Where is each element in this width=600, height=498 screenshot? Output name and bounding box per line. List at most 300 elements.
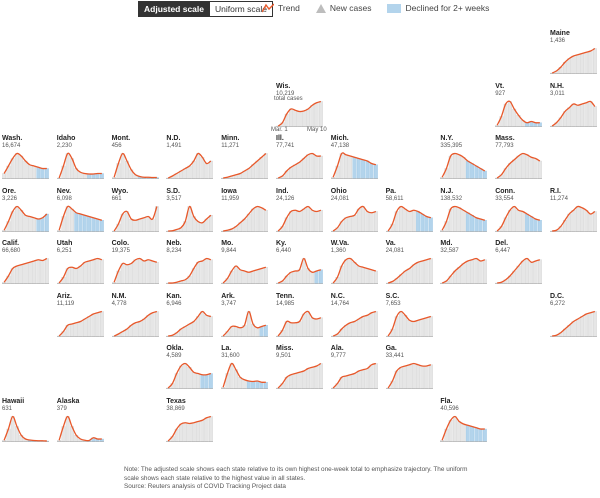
bar-la-7	[251, 382, 254, 389]
state-count-idaho: 2,230	[56, 143, 72, 149]
bar-calif-10	[45, 259, 48, 284]
state-count-nh: 3,011	[550, 90, 565, 97]
bar-neb-7	[197, 262, 200, 283]
state-tile-ind[interactable]	[276, 188, 323, 232]
state-count-alaska: 379	[56, 405, 67, 412]
state-tile-pa[interactable]	[386, 188, 433, 232]
bar-wis-7	[306, 109, 309, 127]
state-count-ark: 3,747	[221, 300, 237, 307]
state-tile-utah[interactable]	[57, 240, 104, 284]
bar-wash-8	[37, 167, 40, 178]
bar-pa-6	[412, 210, 415, 231]
bar-texas-8	[201, 420, 204, 441]
bar-texas-7	[197, 421, 200, 441]
bar-wyo-5	[133, 220, 136, 231]
state-count-va: 24,081	[385, 248, 404, 254]
bar-ore-3	[15, 206, 18, 231]
bar-nev-7	[87, 216, 90, 231]
bar-wash-7	[32, 166, 35, 179]
state-count-ri: 11,274	[550, 195, 568, 202]
state-name-ala: Ala.	[330, 345, 344, 352]
bar-ind-7	[306, 206, 309, 231]
state-tile-ny[interactable]	[440, 135, 487, 179]
state-count-wash: 16,674	[2, 143, 21, 149]
bar-fla-9	[479, 429, 482, 442]
bar-md-7	[471, 260, 474, 284]
bar-nev-2	[66, 206, 69, 231]
bar-utah-8	[91, 260, 94, 284]
bar-colo-4	[129, 264, 132, 284]
bar-va-10	[429, 259, 432, 284]
state-count-ind: 24,126	[276, 195, 295, 202]
bar-md-6	[466, 261, 469, 284]
bar-del-5	[517, 266, 520, 284]
bar-ohio-4	[348, 216, 351, 231]
bar-miss-7	[306, 369, 309, 389]
bar-ore-7	[32, 217, 35, 231]
state-tile-ri[interactable]	[550, 188, 597, 232]
state-name-okla: Okla.	[166, 345, 184, 352]
bar-la-6	[247, 381, 250, 389]
bar-wyo-8	[146, 216, 149, 231]
state-name-nj: N.J.	[440, 187, 454, 195]
state-tile-miss[interactable]	[276, 345, 323, 389]
bar-ohio-10	[374, 211, 377, 231]
state-tile-md[interactable]	[440, 240, 487, 284]
state-tile-vt[interactable]	[495, 83, 542, 127]
bar-ga-6	[412, 364, 415, 389]
bar-ill-5	[298, 162, 301, 178]
state-name-fla: Fla.	[440, 397, 453, 405]
bar-wis-3	[289, 109, 292, 127]
state-count-ky: 6,440	[276, 248, 292, 254]
state-tile-dc[interactable]	[550, 293, 597, 337]
bar-ore-10	[45, 214, 48, 232]
bar-nh-9	[589, 101, 592, 126]
bar-conn-9	[534, 219, 537, 232]
bar-okla-10	[210, 374, 213, 389]
bar-ore-6	[28, 216, 31, 231]
bar-calif-4	[19, 265, 22, 284]
state-count-del: 6,447	[495, 248, 511, 254]
bar-minn-10	[264, 154, 267, 179]
note-text: Note: The adjusted scale shows each state relative to its own highest one-week total to emphasize trajectory. The uniform scale shows each state relative to the highest value in all states.	[124, 466, 468, 482]
bar-pa-8	[420, 214, 423, 232]
bar-tenn-7	[306, 311, 309, 336]
bar-ariz-7	[87, 316, 90, 336]
bar-sc-7	[416, 320, 419, 336]
bar-nd-4	[184, 169, 187, 179]
bar-del-8	[530, 262, 533, 283]
bar-minn-8	[256, 161, 259, 179]
state-name-mo: Mo.	[221, 240, 234, 247]
state-tile-ga[interactable]	[386, 345, 433, 389]
bar-calif-5	[24, 264, 27, 284]
bar-ny-3	[454, 154, 457, 179]
bar-ohio-8	[365, 211, 368, 231]
bar-del-6	[521, 261, 524, 284]
bar-ga-4	[403, 366, 406, 389]
bar-calif-7	[32, 261, 35, 284]
bar-mich-4	[348, 156, 351, 179]
bar-minn-7	[251, 165, 254, 179]
state-name-mass: Mass.	[495, 135, 515, 142]
bar-vt-3	[508, 101, 511, 126]
bar-neb-9	[205, 259, 208, 284]
state-count-vt: 927	[495, 90, 506, 97]
bar-nj-7	[471, 215, 474, 231]
state-tile-nd[interactable]	[166, 135, 213, 179]
bar-mass-4	[513, 160, 516, 179]
state-tile-minn[interactable]	[221, 135, 268, 179]
bar-idaho-10	[100, 174, 103, 179]
bar-ind-9	[315, 211, 318, 231]
bar-mass-10	[538, 161, 541, 179]
state-tile-nev[interactable]	[57, 188, 104, 232]
state-tile-okla[interactable]	[166, 345, 213, 389]
state-count-utah: 6,251	[56, 248, 72, 254]
bar-ind-5	[298, 211, 301, 231]
bar-nev-8	[91, 217, 94, 231]
legend-new-cases-label: New cases	[329, 3, 372, 13]
bar-nm-8	[146, 315, 149, 336]
bar-ky-4	[293, 271, 296, 284]
bar-kan-9	[205, 315, 208, 336]
state-tile-nj[interactable]	[440, 188, 487, 232]
bar-texas-6	[192, 422, 195, 441]
bar-pa-3	[399, 206, 402, 231]
bar-ariz-8	[91, 314, 94, 337]
bar-colo-8	[146, 260, 149, 284]
bar-la-2	[230, 364, 233, 389]
state-tile-mont[interactable]	[112, 135, 159, 179]
bar-ark-4	[239, 327, 242, 336]
state-count-kan: 6,946	[166, 300, 182, 307]
legend-declined	[387, 3, 489, 13]
bar-kan-8	[201, 311, 204, 336]
bar-fla-6	[466, 425, 469, 441]
state-name-wis: Wis.	[276, 82, 291, 90]
bar-ri-8	[585, 210, 588, 231]
state-name-wyo: Wyo.	[111, 187, 129, 195]
bar-conn-3	[508, 210, 511, 231]
bar-maine-10	[593, 49, 596, 74]
bar-maine-6	[576, 55, 579, 74]
state-count-nj: 138,532	[440, 195, 463, 202]
scale-toggle	[138, 1, 273, 17]
bar-nj-4	[458, 207, 461, 231]
bar-wis-5	[298, 111, 301, 126]
bar-md-5	[462, 264, 465, 284]
bar-ill-6	[302, 159, 305, 179]
bar-ind-4	[293, 210, 296, 231]
bar-nm-9	[150, 312, 153, 336]
bar-colo-7	[142, 261, 145, 284]
bar-wash-4	[19, 156, 22, 179]
state-count-okla: 4,589	[166, 353, 182, 359]
bar-wash-5	[24, 161, 27, 179]
bar-sc-4	[403, 315, 406, 336]
x-axis-start-label: Mar. 1	[271, 127, 288, 133]
state-tile-ore[interactable]	[2, 188, 49, 232]
bar-ohio-9	[370, 212, 373, 231]
state-name-nev: Nev.	[56, 187, 72, 195]
state-tile-nm[interactable]	[112, 293, 159, 337]
declined-swatch-icon	[387, 4, 401, 13]
bar-nj-9	[479, 219, 482, 232]
state-name-ill: Ill.	[276, 135, 284, 142]
bar-tenn-10	[319, 317, 322, 336]
bar-mich-6	[357, 159, 360, 179]
state-tile-del[interactable]	[495, 240, 542, 284]
bar-conn-4	[513, 206, 516, 231]
state-tile-nh[interactable]	[550, 83, 597, 127]
state-tile-va[interactable]	[386, 240, 433, 284]
bar-ri-9	[589, 214, 592, 232]
trend-line-alaska	[59, 416, 102, 440]
bar-ky-9	[315, 271, 318, 284]
bar-fla-10	[484, 429, 487, 442]
bar-sd-7	[197, 221, 200, 231]
bar-calif-9	[41, 261, 44, 284]
bar-pa-4	[403, 209, 406, 232]
state-count-pa: 58,611	[385, 195, 404, 202]
bar-nd-9	[205, 164, 208, 179]
bar-ind-10	[319, 210, 322, 231]
bar-mo-10	[264, 267, 267, 283]
bar-wis-10	[319, 101, 322, 126]
bar-nev-3	[70, 209, 73, 232]
state-count-colo: 19,375	[111, 248, 130, 254]
bar-wash-3	[15, 154, 18, 179]
state-tile-nc[interactable]	[331, 293, 378, 337]
state-count-texas: 38,869	[166, 405, 185, 412]
bar-tenn-5	[298, 321, 301, 336]
state-tile-fla[interactable]	[440, 398, 487, 442]
bar-utah-4	[74, 269, 77, 284]
state-tile-calif[interactable]	[2, 240, 49, 284]
state-count-calif: 66,680	[2, 248, 21, 254]
bar-va-7	[416, 262, 419, 283]
bar-iowa-6	[247, 214, 250, 232]
bar-conn-5	[517, 210, 520, 231]
state-tile-ariz[interactable]	[57, 293, 104, 337]
state-tile-tenn[interactable]	[276, 293, 323, 337]
state-name-la: La.	[221, 345, 232, 352]
bar-ri-6	[576, 206, 579, 231]
bar-sc-10	[429, 316, 432, 336]
bar-wash-6	[28, 165, 31, 179]
bar-ariz-3	[70, 324, 73, 337]
bar-la-8	[256, 381, 259, 389]
state-tile-wis[interactable]	[276, 83, 323, 127]
state-tile-colo[interactable]	[112, 240, 159, 284]
state-tile-ark[interactable]	[221, 293, 268, 337]
state-count-mo: 9,844	[221, 248, 237, 254]
state-tile-ala[interactable]	[331, 345, 378, 389]
bar-dc-5	[572, 321, 575, 336]
bar-maine-4	[567, 59, 570, 74]
bar-kan-5	[188, 324, 191, 337]
state-tile-iowa[interactable]	[221, 188, 268, 232]
bar-iowa-10	[264, 210, 267, 231]
trend-line-mont	[114, 153, 157, 177]
bar-utah-6	[83, 262, 86, 283]
state-name-ore: Ore.	[2, 187, 17, 195]
state-tile-mich[interactable]	[331, 135, 378, 179]
bar-tenn-9	[315, 319, 318, 337]
bar-va-4	[403, 271, 406, 284]
bar-sd-8	[201, 222, 204, 231]
bar-alaska-2	[66, 416, 69, 441]
bar-nc-8	[365, 315, 368, 336]
state-tile-mo[interactable]	[221, 240, 268, 284]
state-tile-kan[interactable]	[166, 293, 213, 337]
bar-nev-5	[79, 214, 82, 232]
adjusted-scale-button[interactable]: Adjusted scale	[138, 1, 210, 17]
bar-ariz-4	[74, 322, 77, 336]
state-name-iowa: Iowa	[221, 187, 237, 195]
bar-mo-5	[243, 271, 246, 284]
bar-conn-6	[521, 211, 524, 231]
state-count-ariz: 11,119	[56, 300, 75, 307]
state-tile-neb[interactable]	[166, 240, 213, 284]
state-count-tenn: 14,985	[276, 300, 295, 307]
state-tile-wyo[interactable]	[112, 188, 159, 232]
bar-ky-5	[298, 270, 301, 284]
state-name-maine: Maine	[550, 30, 570, 37]
bar-iowa-8	[256, 206, 259, 231]
state-tile-ill[interactable]	[276, 135, 323, 179]
state-count-ore: 3,226	[2, 195, 18, 202]
bar-conn-7	[525, 214, 528, 232]
state-count-ny: 335,395	[440, 143, 463, 149]
bar-ny-10	[484, 171, 487, 179]
state-tile-wva[interactable]	[331, 240, 378, 284]
bar-mass-7	[525, 155, 528, 179]
bar-mich-8	[365, 161, 368, 179]
bar-mo-9	[260, 269, 263, 284]
state-tile-hawaii[interactable]	[2, 398, 49, 442]
state-name-ariz: Ariz.	[56, 292, 72, 300]
bar-nh-6	[576, 105, 579, 126]
bar-miss-9	[315, 366, 318, 389]
bar-okla-3	[180, 366, 183, 389]
sample-total-label: total cases	[274, 96, 303, 102]
bar-utah-7	[87, 261, 90, 284]
bar-wis-9	[315, 102, 318, 126]
bar-md-10	[484, 260, 487, 284]
bar-kan-4	[184, 326, 187, 336]
footnote	[124, 466, 484, 492]
bar-nc-7	[361, 316, 364, 336]
bar-utah-9	[96, 259, 99, 284]
bar-sc-9	[424, 317, 427, 336]
state-name-sc: S.C.	[385, 292, 400, 300]
bar-neb-10	[210, 260, 213, 284]
state-count-miss: 9,501	[276, 353, 292, 359]
state-count-ala: 9,777	[330, 353, 346, 359]
bar-nj-3	[454, 206, 457, 231]
bar-kan-10	[210, 316, 213, 336]
state-tile-texas[interactable]	[166, 398, 213, 442]
bar-okla-5	[188, 367, 191, 388]
state-tile-ky[interactable]	[276, 240, 323, 284]
state-name-colo: Colo.	[111, 240, 130, 247]
bar-ore-4	[19, 210, 22, 231]
bar-mass-5	[517, 156, 520, 179]
bar-nj-8	[475, 217, 478, 231]
state-tile-sd[interactable]	[166, 188, 213, 232]
state-tile-mass[interactable]	[495, 135, 542, 179]
state-name-va: Va.	[385, 240, 396, 247]
bar-ark-8	[256, 327, 259, 336]
bar-nev-9	[96, 219, 99, 232]
bar-dc-7	[580, 316, 583, 336]
state-tile-idaho[interactable]	[57, 135, 104, 179]
bar-nd-5	[188, 166, 191, 179]
bar-iowa-9	[260, 207, 263, 231]
bar-nev-10	[100, 220, 103, 231]
bar-colo-9	[150, 261, 153, 284]
state-name-mich: Mich.	[330, 135, 349, 142]
bar-texas-3	[180, 424, 183, 442]
state-tile-conn[interactable]	[495, 188, 542, 232]
bar-ala-9	[370, 365, 373, 389]
bar-calif-6	[28, 262, 31, 283]
state-tile-maine[interactable]	[550, 30, 597, 74]
bar-ind-8	[311, 210, 314, 231]
state-name-hawaii: Hawaii	[2, 397, 25, 405]
bar-tenn-8	[311, 317, 314, 336]
bar-minn-9	[260, 157, 263, 178]
bar-mich-7	[361, 160, 364, 179]
bar-maine-5	[572, 56, 575, 74]
state-name-ga: Ga.	[385, 345, 397, 352]
bar-ohio-6	[357, 209, 360, 232]
bar-ore-9	[41, 217, 44, 231]
bar-conn-10	[538, 220, 541, 231]
bar-wis-6	[302, 111, 305, 127]
bar-ark-9	[260, 326, 263, 336]
legend-trend	[262, 3, 300, 13]
bar-ri-5	[572, 210, 575, 231]
bar-ny-8	[475, 166, 478, 179]
state-tile-alaska[interactable]	[57, 398, 104, 442]
bar-ohio-7	[361, 206, 364, 231]
legend-trend-label: Trend	[278, 3, 300, 13]
bar-mich-10	[374, 165, 377, 179]
state-tile-la[interactable]	[221, 345, 268, 389]
trend-line-icon	[262, 3, 274, 13]
bar-va-8	[420, 261, 423, 284]
uniform-scale-button[interactable]: Uniform scale	[210, 1, 273, 17]
bar-md-4	[458, 267, 461, 283]
bar-del-10	[538, 260, 541, 284]
state-count-wis: 10,219	[276, 90, 295, 97]
bar-nm-6	[138, 321, 141, 336]
bar-ny-9	[479, 169, 482, 179]
bar-kan-6	[192, 321, 195, 336]
bar-ill-9	[315, 156, 318, 179]
bar-miss-8	[311, 367, 314, 388]
bar-miss-3	[289, 375, 292, 389]
bar-nh-7	[580, 104, 583, 127]
state-name-conn: Conn.	[495, 187, 516, 195]
state-tile-wash[interactable]	[2, 135, 49, 179]
state-tile-sc[interactable]	[386, 293, 433, 337]
state-tile-ohio[interactable]	[331, 188, 378, 232]
